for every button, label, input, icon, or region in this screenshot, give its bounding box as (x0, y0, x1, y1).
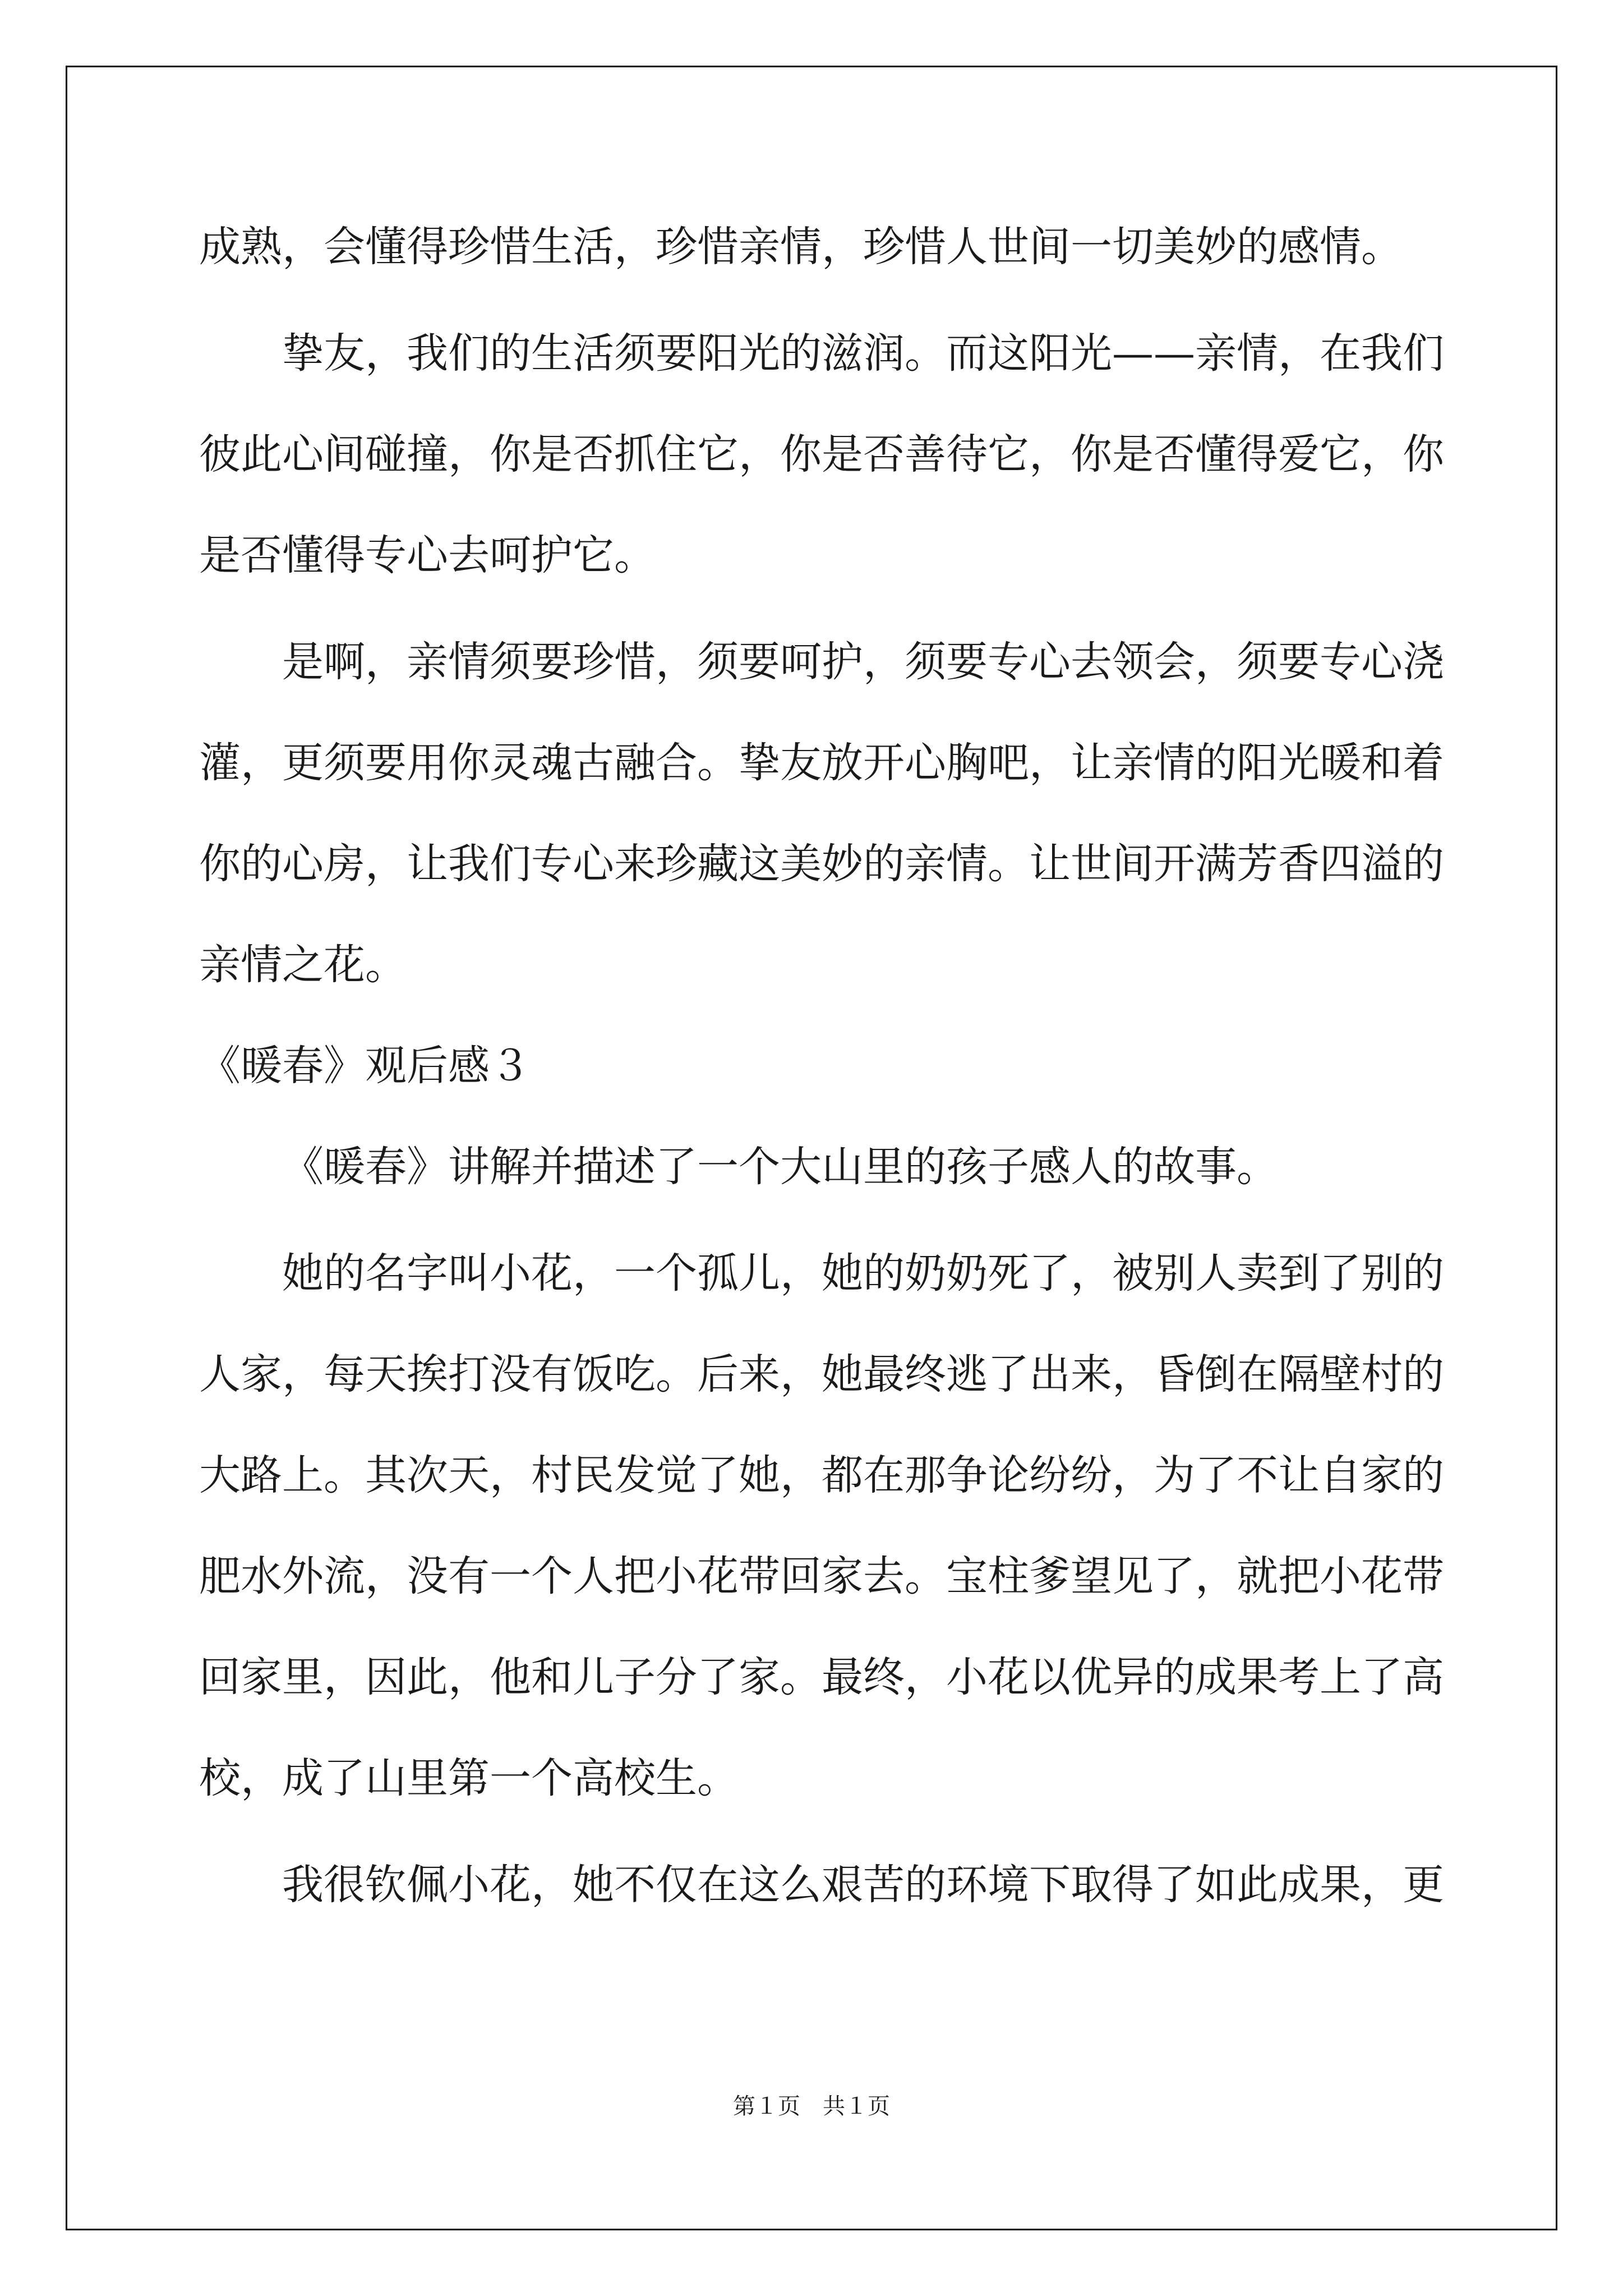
text-line: 肥水外流，没有一个人把小花带回家去。宝柱爹望见了，就把小花带 (199, 1552, 1444, 1600)
text-line: 回家里，因此，他和儿子分了家。最终，小花以优异的成果考上了高 (199, 1653, 1444, 1701)
text-line: 是啊，亲情须要珍惜，须要呵护，须要专心去领会，须要专心浇 (282, 638, 1444, 686)
text-line: 亲情之花。 (199, 941, 407, 989)
section-heading: 《暖春》观后感３ (199, 1042, 531, 1090)
text-line: 是否懂得专心去呵护它。 (199, 531, 656, 579)
text-line: 彼此心间碰撞，你是否抓住它，你是否善待它，你是否懂得爱它，你 (199, 430, 1444, 478)
page-number-footer: 第１页 共１页 (733, 2093, 890, 2119)
text-line: 校，成了山里第一个高校生。 (199, 1754, 739, 1802)
text-line: 灌，更须要用你灵魂古融合。挚友放开心胸吧，让亲情的阳光暖和着 (199, 739, 1444, 787)
text-line: 你的心房，让我们专心来珍藏这美妙的亲情。让世间开满芳香四溢的 (199, 840, 1444, 888)
text-line: 大路上。其次天，村民发觉了她，都在那争论纷纷，为了不让自家的 (199, 1451, 1444, 1499)
text-line: 人家，每天挨打没有饭吃。后来，她最终逃了出来，昏倒在隔壁村的 (199, 1350, 1444, 1398)
text-line: 她的名字叫小花，一个孤儿，她的奶奶死了，被别人卖到了别的 (282, 1249, 1444, 1297)
text-line: 我很钦佩小花，她不仅在这么艰苦的环境下取得了如此成果，更 (282, 1861, 1444, 1909)
text-line: 《暖春》讲解并描述了一个大山里的孩子感人的故事。 (282, 1143, 1278, 1191)
text-line: 挚友，我们的生活须要阳光的滋润。而这阳光——亲情，在我们 (282, 329, 1444, 378)
text-line: 成熟，会懂得珍惜生活，珍惜亲情，珍惜人世间一切美妙的感情。 (199, 223, 1403, 271)
